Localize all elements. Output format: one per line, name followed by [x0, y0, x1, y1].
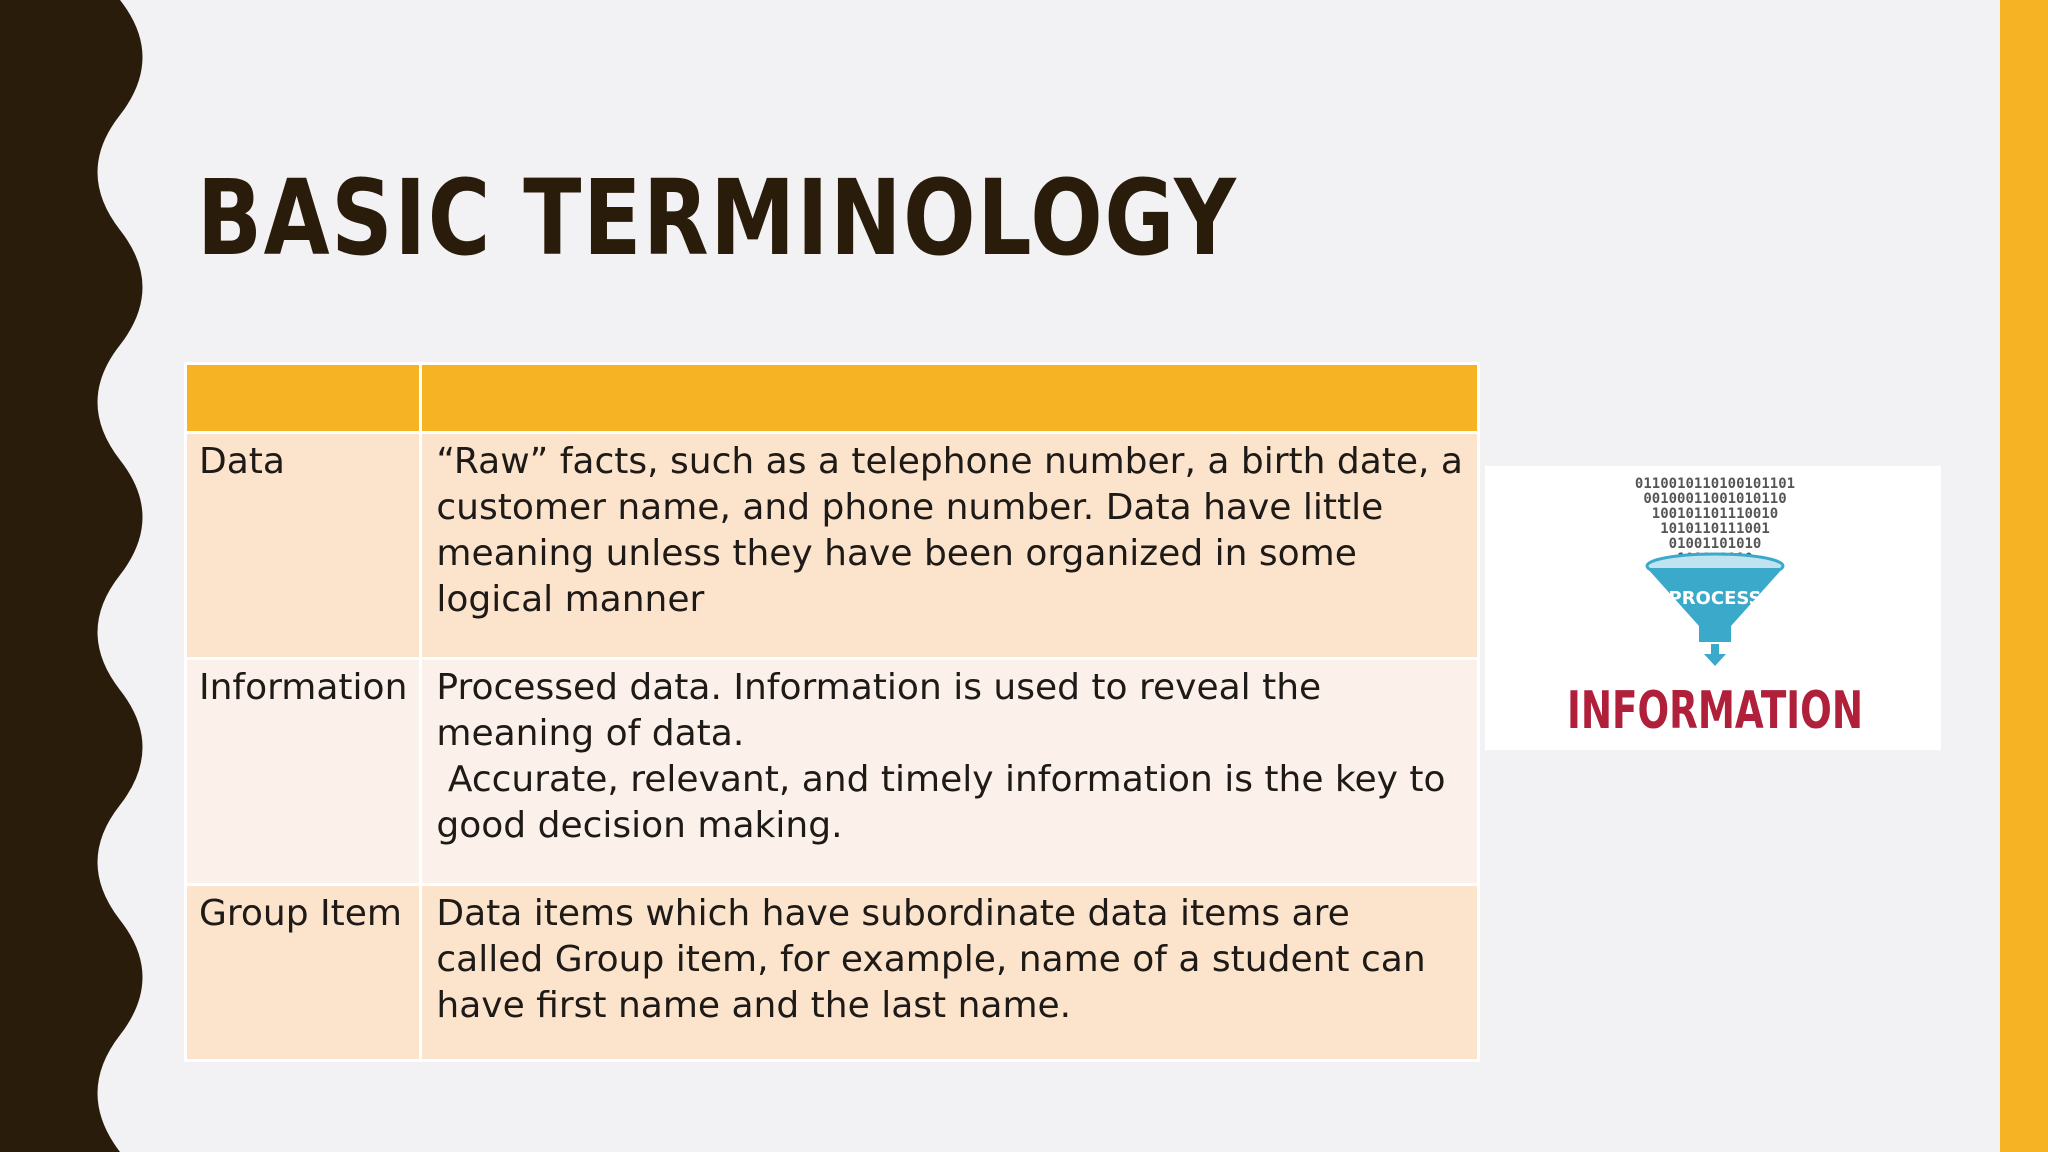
table-header-term	[186, 364, 421, 433]
left-wave-border	[0, 0, 160, 1152]
arrow-down-icon	[1704, 654, 1726, 666]
table-row	[186, 659, 1479, 885]
definition-line: good decision making.	[436, 805, 843, 846]
term-cell: Data	[186, 433, 421, 659]
binary-line: 0010001100101011​0	[1643, 491, 1787, 507]
term-cell: Information	[186, 659, 421, 885]
right-accent-bar	[2000, 0, 2048, 1152]
table-header-definition	[421, 364, 1479, 433]
term-cell: Group Item	[186, 885, 421, 1061]
definition-line: have first name and the last name.	[436, 985, 1072, 1026]
table-header-row	[186, 364, 1479, 433]
definition-cell	[421, 659, 1479, 885]
definition-cell	[421, 433, 1479, 659]
binary-line: 01001101010	[1668, 536, 1762, 552]
definition-line: logical manner	[436, 579, 705, 620]
table-row	[186, 885, 1479, 1061]
definition-cell	[421, 885, 1479, 1061]
binary-line: 100101101110010	[1651, 506, 1779, 522]
definition-line: Processed data. Information is used to reveal the	[436, 667, 1322, 708]
definition-line: Accurate, relevant, and timely information is the key to	[436, 759, 1446, 800]
data-funnel-icon	[1485, 466, 1941, 750]
table-row	[186, 433, 1479, 659]
process-label: PROCESS	[1668, 588, 1762, 609]
binary-line: 0110010110100101101	[1634, 476, 1796, 492]
definition-line: “Raw” facts, such as a telephone number, a birth date, a	[436, 441, 1463, 482]
definition-line: called Group item, for example, name of a student can	[436, 939, 1426, 980]
terminology-table	[184, 362, 1480, 1062]
arrow-stem	[1711, 644, 1719, 654]
definition-line: meaning unless they have been organized in some	[436, 533, 1357, 574]
data-funnel-illustration	[1485, 466, 1941, 750]
definition-line: meaning of data.	[436, 713, 745, 754]
definition-line: customer name, and phone number. Data have little	[436, 487, 1384, 528]
definition-line: Data items which have subordinate data items are	[436, 893, 1350, 934]
information-label: INFORMATION	[1567, 681, 1863, 741]
slide-title: BASIC TERMINOLOGY	[197, 157, 1238, 279]
binary-line: 101011011100​1	[1660, 521, 1770, 537]
